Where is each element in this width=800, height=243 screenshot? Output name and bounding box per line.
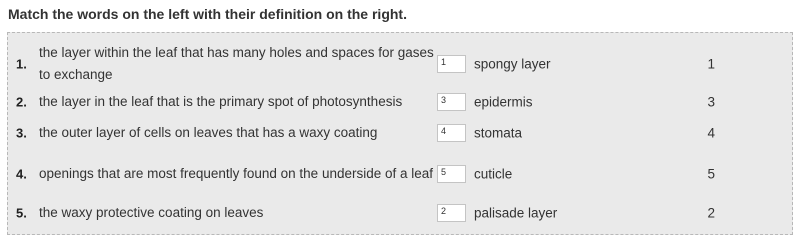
definition-text: openings that are most frequently found on the underside of a leaf (39, 166, 434, 181)
word-number: 3 (707, 94, 715, 110)
word-label: palisade layer (474, 205, 558, 221)
matching-panel (7, 32, 793, 235)
answer-input[interactable]: 2 (437, 204, 466, 222)
word-label: cuticle (474, 166, 513, 182)
answer-input[interactable]: 4 (437, 124, 466, 142)
definition-text: the layer within the leaf that has many holes and spaces for gases to exchange (39, 45, 434, 82)
definition-text: the waxy protective coating on leaves (39, 205, 264, 220)
row-number: 2. (16, 94, 27, 110)
word-label: spongy layer (474, 56, 551, 72)
match-row (8, 199, 792, 227)
word-label: stomata (474, 125, 523, 141)
answer-input[interactable]: 5 (437, 165, 466, 183)
definition-text: the outer layer of cells on leaves that has a waxy coating (39, 125, 378, 140)
row-number: 4. (16, 166, 27, 182)
word-number: 1 (707, 56, 715, 72)
word-label: epidermis (474, 94, 533, 110)
row-number: 1. (16, 56, 27, 72)
word-number: 5 (707, 166, 715, 182)
word-number: 4 (707, 125, 715, 141)
answer-input[interactable]: 3 (437, 93, 466, 111)
definition-text: the layer in the leaf that is the primary spot of photosynthesis (39, 94, 403, 109)
answer-input[interactable]: 1 (437, 55, 466, 73)
match-row (8, 151, 792, 197)
row-number: 3. (16, 125, 27, 141)
word-number: 2 (707, 205, 715, 221)
match-row (8, 41, 792, 87)
match-row (8, 119, 792, 147)
match-row (8, 89, 792, 115)
row-number: 5. (16, 205, 27, 221)
instruction-text: Match the words on the left with their definition on the right. (8, 6, 407, 22)
